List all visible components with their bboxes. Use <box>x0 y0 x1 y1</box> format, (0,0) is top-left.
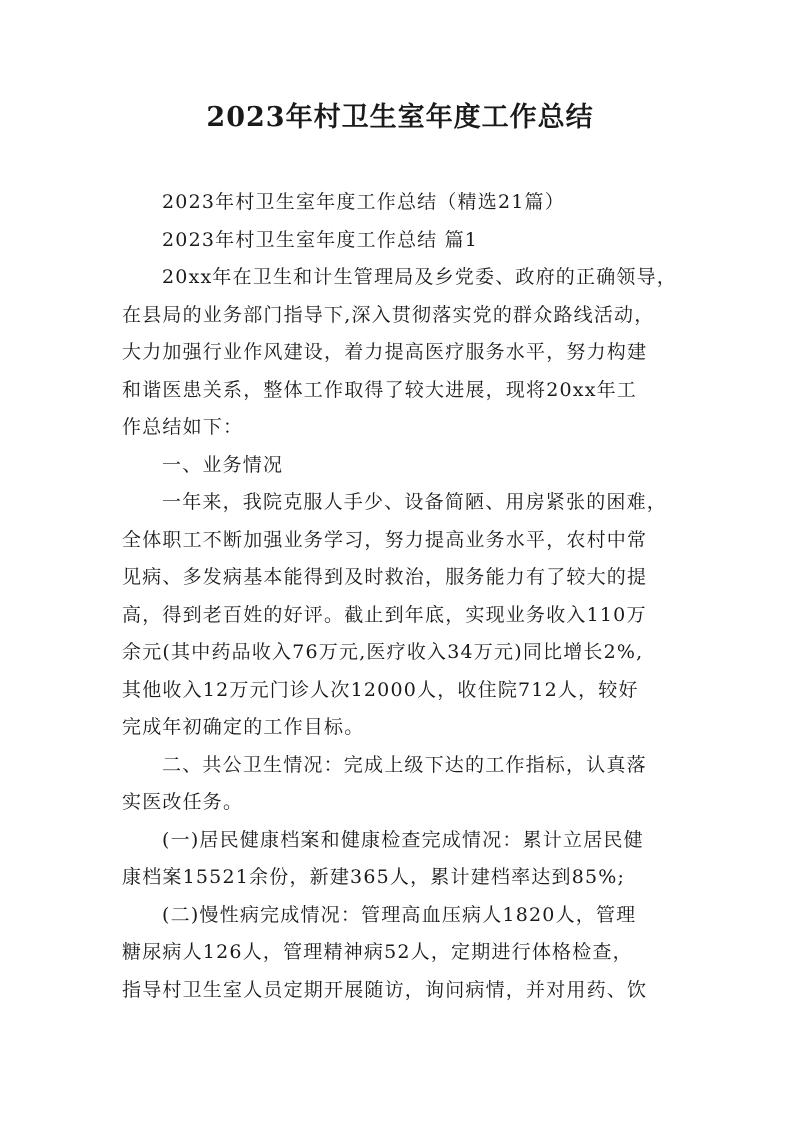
paragraph-line: 其他收入12万元门诊人次12000人，收住院712人，较好 <box>122 678 639 701</box>
document-title: 2023年村卫生室年度工作总结 <box>206 102 594 133</box>
document-body <box>122 184 688 1009</box>
section-heading: 一、业务情况 <box>162 453 284 476</box>
paragraph-line: 糖尿病人126人，管理精神病52人，定期进行体格检查， <box>122 941 633 963</box>
paragraph-line: 指导村卫生室人员定期开展随访，询问病情，并对用药、饮 <box>122 978 648 1001</box>
paragraph-line: 20xx年在卫生和计生管理局及乡党委、政府的正确领导， <box>162 266 678 288</box>
paragraph-line: 和谐医患关系，整体工作取得了较大进展，现将20xx年工 <box>122 378 638 401</box>
paragraph-line: (二)慢性病完成情况：管理高血压病人1820人，管理 <box>162 903 637 926</box>
paragraph-line: 一年来，我院克服人手少、设备简陋、用房紧张的困难， <box>162 491 668 513</box>
paragraph-line: 高，得到老百姓的好评。截止到年底，实现业务收入110万 <box>122 603 647 626</box>
paragraph-line: 余元(其中药品收入76万元,医疗收入34万元)同比增长2%, <box>122 641 644 663</box>
paragraph-line: 见病、多发病基本能得到及时救治，服务能力有了较大的提 <box>122 566 648 588</box>
paragraph-line: 2023年村卫生室年度工作总结 篇1 <box>162 228 479 251</box>
paragraph-line: 康档案15521余份，新建365人，累计建档率达到85%; <box>122 866 626 888</box>
paragraph-line: 2023年村卫生室年度工作总结（精选21篇） <box>162 191 565 213</box>
paragraph-line: 实医改任务。 <box>122 791 244 813</box>
paragraph-line: 大力加强行业作风建设，着力提高医疗服务水平，努力构建 <box>122 341 648 363</box>
paragraph-line: 在县局的业务部门指导下,深入贯彻落实党的群众路线活动， <box>122 303 655 326</box>
paragraph-line: 全体职工不断加强业务学习，努力提高业务水平，农村中常 <box>122 528 648 551</box>
section-heading: 二、共公卫生情况：完成上级下达的工作指标，认真落 <box>162 753 647 776</box>
paragraph-line: 作总结如下： <box>122 416 244 438</box>
paragraph-line: (一)居民健康档案和健康检查完成情况：累计立居民健 <box>162 828 644 851</box>
paragraph-line: 完成年初确定的工作目标。 <box>122 716 365 738</box>
